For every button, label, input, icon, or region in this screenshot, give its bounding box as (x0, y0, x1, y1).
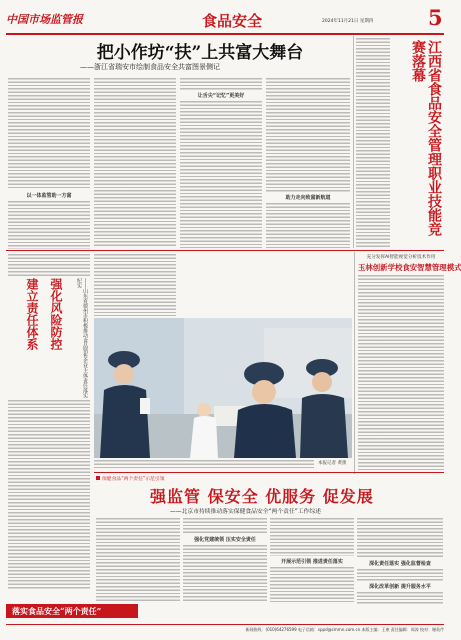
article2-deck: ——山东省德州市积极推动食品销售企业主体责任落实纪实 (76, 278, 88, 398)
issue-date: 2024年11月21日 星期四 (322, 19, 374, 24)
article5-label-text: 保健食品“两个责任”示范引领 (102, 477, 165, 482)
footer-rule (6, 624, 444, 625)
label-marker-icon (96, 476, 100, 480)
article5-body (270, 518, 354, 556)
article5-body (96, 518, 180, 602)
article5-subtitle-2: 开展示范引领 推进责任落实 (281, 559, 343, 565)
bottom-banner: 落实食品安全“两个责任” (6, 604, 138, 618)
masthead-rule (6, 33, 444, 35)
article2-body (94, 254, 176, 316)
photo-credit-name: 黄蕾 (337, 461, 347, 466)
photo-credit-tag: 本报记者 (318, 461, 336, 466)
article2-title-line2: 强化风险防控 (49, 278, 63, 350)
footer-info: 新闻热线：(010)64276599 电子信箱：sppd@cmrnn.com.cn 本版主编：王康 责任编辑：周涛 校对：谢英芹 (245, 627, 444, 632)
section-rule (6, 250, 444, 251)
article2-body (8, 400, 90, 590)
article5-headline: 强监管 保安全 优服务 促发展 (150, 487, 374, 506)
article1-subtitle-1: 以一体监管助一方富 (26, 193, 72, 199)
column-rule (353, 36, 354, 248)
article1-headline: 把小作坊“扶”上共富大舞台 (96, 43, 304, 63)
article1-subtitle-2: 让舌尖“记忆”更美好 (197, 93, 245, 99)
article5-body (183, 545, 267, 602)
article2-body (8, 254, 90, 276)
article1-body (180, 101, 262, 248)
photo-illustration (94, 318, 352, 458)
article5-subtitle-1: 强化党建统领 压实安全责任 (194, 537, 256, 543)
column-rule (354, 252, 355, 474)
article5-subtitle-4: 深化改革创新 提升服务水平 (369, 584, 431, 590)
article1-body (266, 203, 350, 248)
newspaper-logo: 中国市场监管报 (6, 13, 83, 26)
article4-body (358, 275, 444, 473)
article5-body (357, 569, 443, 581)
article4-kicker: 充分发挥AI智能视觉分析技术作用 (366, 255, 436, 260)
article1-body (8, 78, 90, 190)
article5-deck: ——北京市持续推动落实保健食品安全“两个责任”工作综述 (170, 509, 321, 515)
article1-body (94, 78, 176, 248)
news-photo (94, 318, 352, 458)
article5-body (183, 518, 267, 534)
section-rule (94, 472, 444, 473)
article3-body (356, 38, 390, 248)
article5-body (357, 592, 443, 604)
article1-body (8, 201, 90, 249)
article5-subtitle-3: 深化责任落实 强化监督检查 (369, 561, 431, 567)
article5-body (270, 567, 354, 602)
photo-caption (94, 460, 314, 468)
article5-body (357, 518, 443, 558)
article2-title (10, 278, 38, 378)
article1-body (180, 78, 262, 90)
masthead (6, 5, 444, 34)
article1-body (266, 78, 350, 192)
article2-title-line1: 建立责任体系 (25, 278, 39, 350)
article1-subhead: ——浙江省瑞安市绘制食品安全共富图景侧记 (80, 63, 220, 71)
article2-title (46, 278, 62, 378)
article1-subtitle-3: 助力走向致富新航道 (285, 195, 331, 201)
page-number: 5 (428, 5, 443, 30)
section-title: 食品安全 (201, 12, 262, 30)
photo-credit (318, 460, 352, 468)
article4-headline: 玉林创新学校食安智慧管理模式 (358, 263, 461, 272)
article3-vertical-title: 江西省食品安全管理职业技能竞赛落幕 (410, 40, 442, 236)
article5-label (96, 475, 226, 483)
